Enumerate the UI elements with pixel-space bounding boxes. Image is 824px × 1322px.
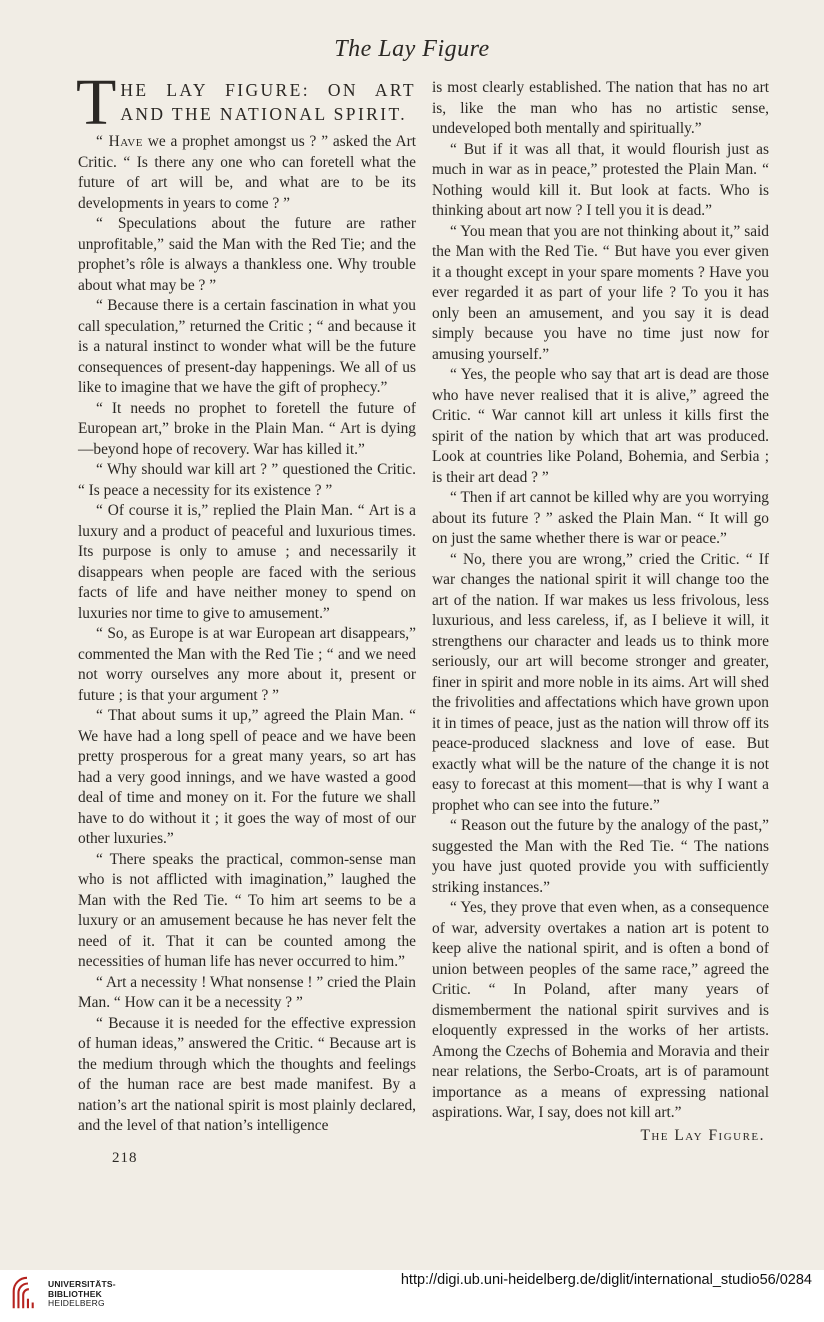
left-column [76,66,417,1137]
headline-text: HE LAY FIGURE: ON ART AND THE NATIONAL SPIRIT. [120,80,416,124]
opening-small-caps: “ Have [96,133,143,150]
paragraph: “ It needs no prophet to foretell the future of European art,” broke in the Plain Man. “ Art is dying—beyond hope of recovery. War has killed it.” [78,399,416,458]
paragraph: “ Because it is needed for the effective expression of human ideas,” answered the Critic. “ Because art is the medium through which the thoughts and feelings of the human race are best made manifest. By a nation’s art the national spirit is most plainly declared, and the level of that nation’s intelligence [78,1014,416,1134]
logo-arcs [14,1278,33,1308]
library-name-line1: UNIVERSITÄTS- [48,1279,116,1289]
library-name [48,1280,116,1309]
source-url[interactable]: http://digi.ub.uni-heidelberg.de/diglit/international_studio56/0284 [400,1272,812,1288]
paragraph: “ So, as Europe is at war European art disappears,” commented the Man with the Red Tie ; “ and we need not worry ourselves any more about it, present or future ; is that your argument ? ” [78,625,416,704]
paragraph: “ No, there you are wrong,” cried the Critic. “ If war changes the national spirit it will change too the art of the nation. If war makes us less frivolous, less luxurious, and less careless, if, as I believe it will, it strengthens our character and leads us to think more seriously, our art will become stronger and greater, finer in spirit and more noble in its aims. Art will shed the frivolities and affectations which have grown upon it in times of peace, just as the nation will throw off its peace-produced slackness and love of ease. But exactly what will be the nature of the change it is not easy to forecast at this moment—that is why I want a prophet who can see into the future.” [432,550,769,814]
article-headline [76,66,416,139]
paragraph: “ Yes, the people who say that art is dead are those who have never realised that it is alive,” agreed the Critic. “ War cannot kill art unless it kills first the spirit of the nation by which that art was produced. Look at countries like Poland, Bohemia, and Serbia ; is their art dead ? ” [432,366,769,486]
library-name-line3: HEIDELBERG [48,1298,105,1308]
paragraph: “ There speaks the practical, common-sense man who is not afflicted with imagination,” laughed the Man with the Red Tie. “ To him art seems to be a luxury or an amusement because he has never felt the need of it. That it can be counted among the necessities of human life has never occurred to him.” [78,850,416,970]
right-column [432,78,769,1146]
paragraph: “ Because there is a certain fascination in what you call speculation,” returned the Critic ; “ and because it is a natural instinct to wonder what will be the future consequences of present-day happenings. We all of us like to imagine that we have the gift of prophecy.” [78,297,416,396]
paragraph: “ Then if art cannot be killed why are you worrying about its future ? ” asked the Plain Man. “ It will go on just the same whether there is war or peace.” [432,489,769,547]
signature: The Lay Figure. [640,1126,765,1144]
paragraph: “ Of course it is,” replied the Plain Man. “ Art is a luxury and a product of peaceful and luxurious times. Its purpose is only to amuse ; and necessarily it disappears when people are faced with the serious facts of life and have neither money to spend on luxuries nor time to give to amusement.” [78,502,416,622]
paragraph: “ Why should war kill art ? ” questioned the Critic. “ Is peace a necessity for its existence ? ” [78,461,416,499]
university-library-logo-icon [8,1274,46,1312]
paragraph: “ Speculations about the future are rather unprofitable,” said the Man with the Red Tie; and the prophet’s rôle is always a thankless one. Why trouble about what may be ? ” [78,215,416,294]
paragraph: “ That about sums it up,” agreed the Plain Man. “ We have had a long spell of peace and we have been pretty prosperous for a great many years, so art has had a very good innings, and we have wasted a good deal of time and money on it. For the future we shall have to do without it ; it goes the way of most of our other luxuries.” [78,707,416,847]
library-name-line2: BIBLIOTHEK [48,1288,102,1299]
running-head: The Lay Figure [334,36,490,62]
paragraph-continuation: is most clearly established. The nation that has no art is, like the man who has no artistic sense, undeveloped both mentally and spiritually.” [432,79,769,137]
paragraph: “ Reason out the future by the analogy of the past,” suggested the Man with the Red Tie. “ The nations you have just quoted provide you with sufficiently striking instances.” [432,817,769,896]
page-number: 218 [112,1150,138,1166]
footer-bar [0,1270,824,1322]
opening-text: we a prophet amongst us ? ” asked the Art Critic. “ Is there any one who can foretell what the future of art will be, and what are to be its developments in years to come ? ” [78,133,417,212]
paragraph: “ Art a necessity ! What nonsense ! ” cried the Plain Man. “ How can it be a necessity ? ” [78,973,416,1011]
paragraph: “ But if it was all that, it would flourish just as much in war as in peace,” protested the Plain Man. “ Nothing would kill it. But look at facts. Who is thinking about art now ? I tell you it is dead.” [432,140,769,219]
paragraph [78,132,416,214]
paragraph: “ You mean that you are not thinking about it,” said the Man with the Red Tie. “ But have you ever given it a thought except in your spare moments ? Have you ever regarded it as part of your life ? To you it has only been an amusement, and you say it is dead simply because you have no time just now for amusing yourself.” [432,222,769,363]
drop-cap: T [76,66,117,139]
paragraph: “ Yes, they prove that even when, as a consequence of war, adversity overtakes a nation art is potent to keep alive the national spirit, and is often a bond of union between peoples of the same race,” agreed the Critic. “ In Poland, after many years of dismemberment the national spirit survives and is eloquently expressed in the works of her artists. Among the Czechs of Bohemia and Moravia and their near relations, the Serbo-Croats, art is of paramount importance as a means of expressing national aspirations. War, I say, does not kill art.” [432,899,769,1121]
